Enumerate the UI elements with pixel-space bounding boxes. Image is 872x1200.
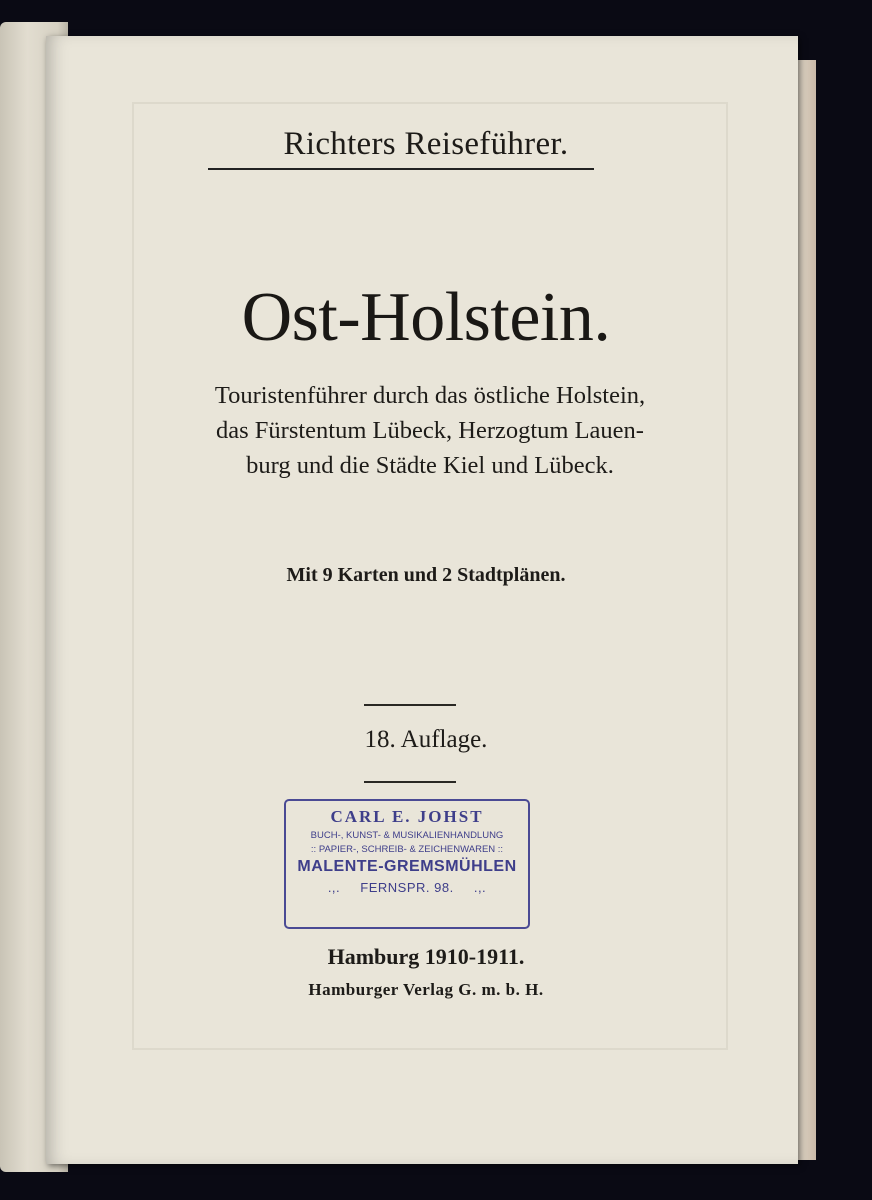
subtitle-line: das Fürstentum Lübeck, Herzogtum Lauen- [216,417,644,444]
series-title: Richters Reiseführer. [283,126,569,162]
edition: 18. Auflage. [364,726,488,753]
stamp-ornament-left: .,. [327,880,341,895]
stamp-phone: FERNSPR. 98. [360,880,454,895]
divider-rule-lower [364,781,456,783]
stamp-line-1: BUCH-, KUNST- & MUSIKALIENHANDLUNG [310,830,504,841]
bookseller-stamp [284,799,530,929]
stamp-place: MALENTE-GREMSMÜHLEN [297,858,517,875]
book-title: Ost-Holstein. [241,279,611,356]
subtitle-line: burg und die Städte Kiel und Lübeck. [246,452,614,479]
stamp-name: CARL E. JOHST [330,807,484,826]
maps-note: Mit 9 Karten und 2 Stadtplänen. [286,564,566,586]
stamp-line-2: :: PAPIER-, SCHREIB- & ZEICHENWAREN :: [310,844,504,855]
title-page [46,36,798,1164]
subtitle-line: Touristenführer durch das östliche Holstein, [214,382,646,409]
subtitle [110,378,750,483]
divider-rule-upper [364,704,456,706]
imprint-place-date: Hamburg 1910-1911. [327,944,525,969]
stamp-phone-row [286,880,528,895]
publisher: Hamburger Verlag G. m. b. H. [308,980,544,999]
series-underline [208,168,594,170]
stamp-ornament-right: .,. [473,880,487,895]
